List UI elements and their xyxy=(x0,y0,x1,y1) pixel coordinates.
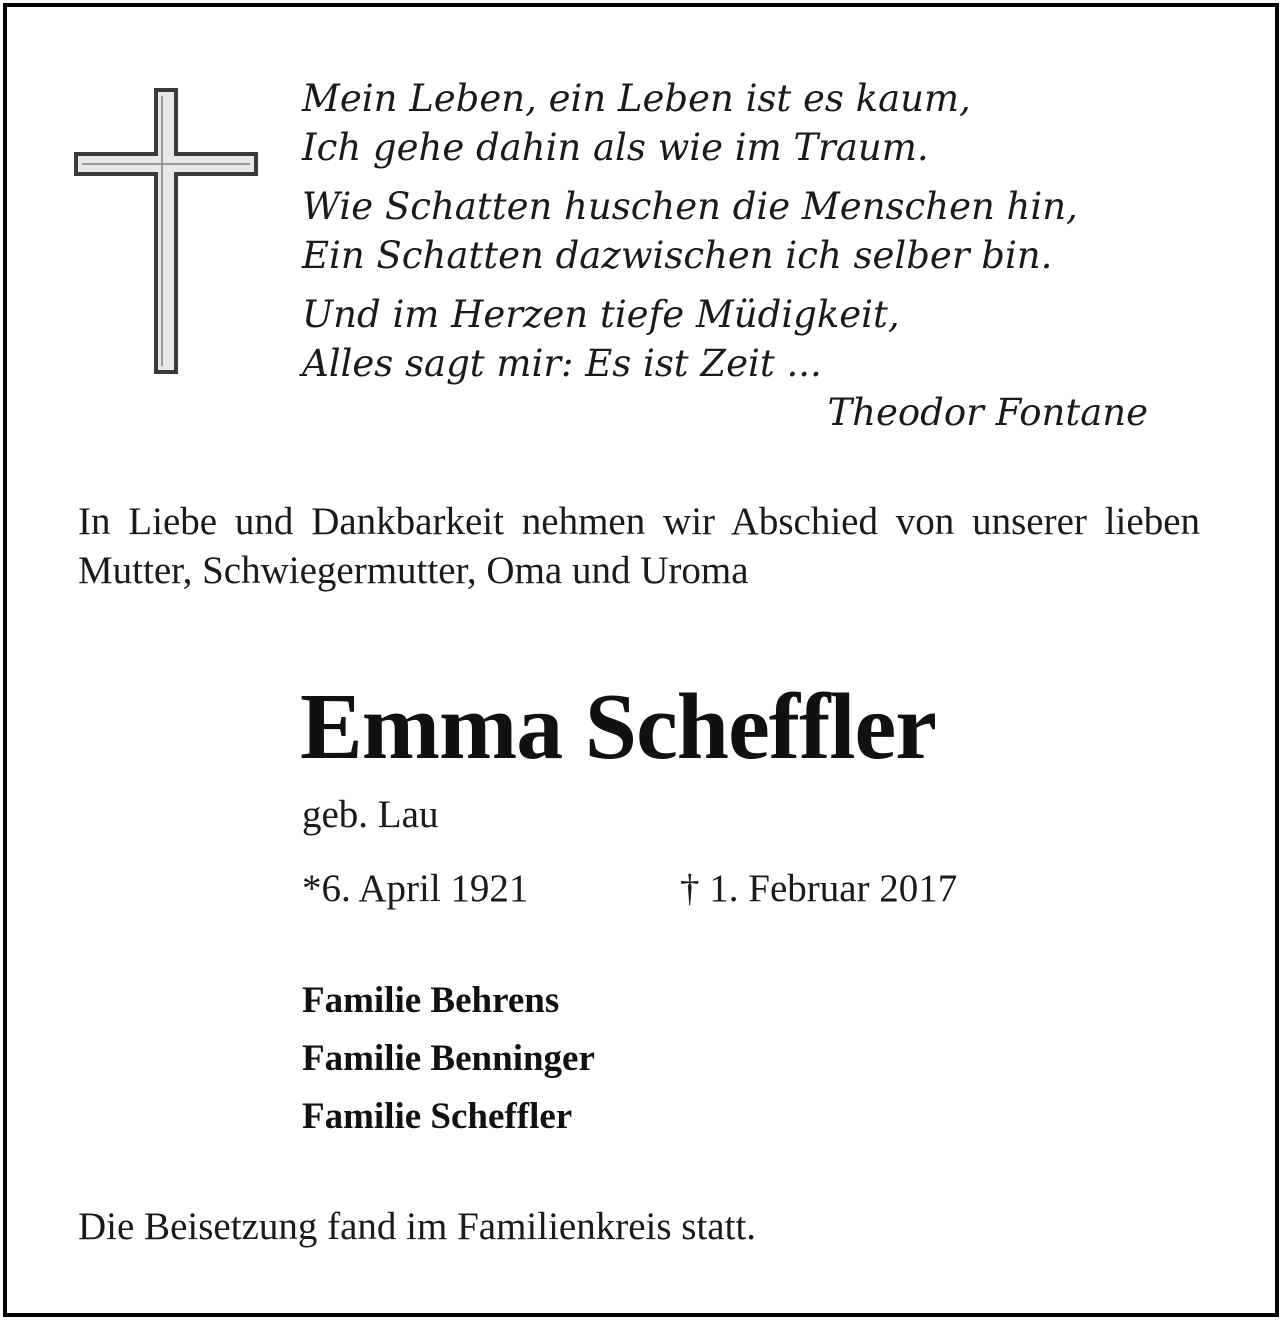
mourning-families xyxy=(302,972,595,1146)
poem-stanza xyxy=(302,74,1182,172)
poem-stanza xyxy=(302,290,1182,437)
poem-stanza xyxy=(302,182,1182,280)
poem-line: Ich gehe dahin als wie im Traum. xyxy=(302,126,929,169)
poem-line: Alles sagt mir: Es ist Zeit ... xyxy=(302,342,822,385)
maiden-name: geb. Lau xyxy=(302,793,439,836)
poem xyxy=(302,74,1182,447)
family-name: Familie Scheffler xyxy=(302,1096,573,1137)
poem-line: Wie Schatten huschen die Menschen hin, xyxy=(302,185,1078,228)
intro-text: In Liebe und Dankbarkeit nehmen wir Abschied von unserer lieben Mutter, Schwiegermutter, Oma und Uroma xyxy=(78,500,1200,592)
burial-note: Die Beisetzung fand im Familienkreis statt. xyxy=(78,1205,757,1248)
deceased-name: Emma Scheffler xyxy=(300,675,936,779)
poem-line: Ein Schatten dazwischen ich selber bin. xyxy=(302,234,1053,277)
life-dates xyxy=(302,864,958,914)
family-name: Familie Benninger xyxy=(302,1038,595,1079)
poem-author: Theodor Fontane xyxy=(827,391,1148,434)
poem-line: Mein Leben, ein Leben ist es kaum, xyxy=(302,77,971,120)
family-name: Familie Behrens xyxy=(302,980,560,1021)
birth-date: *6. April 1921 xyxy=(302,867,529,910)
cross-icon xyxy=(74,88,258,374)
poem-line: Und im Herzen tiefe Müdigkeit, xyxy=(302,293,900,336)
death-date: † 1. Februar 2017 xyxy=(680,867,958,910)
